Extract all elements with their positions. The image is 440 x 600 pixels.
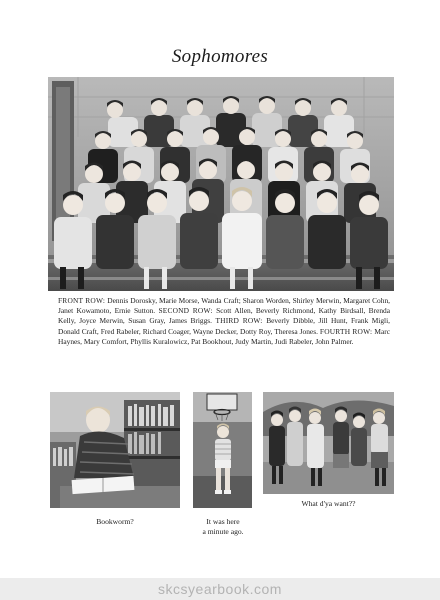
caption-second-row-label: SECOND ROW: (158, 306, 217, 316)
candid-caption-gym-line1: It was here (206, 517, 240, 526)
group-photo (48, 77, 394, 291)
page-title: Sophomores (171, 46, 269, 67)
candid-photo-gym (193, 392, 252, 508)
candid-photo-library-image (50, 392, 180, 508)
candid-photo-library (50, 392, 180, 508)
caption-third-row-names: Beverly Dibble, Jill Hunt, Frank Migli, Donald Craft, Fred Rabeler, Richard Coager, Wayne Decker, Dotty Roy, Theresa Jones. (58, 316, 391, 336)
candid-caption-outdoors: What d'ya want?? (301, 499, 356, 508)
caption-third-row-label: THIRD ROW: (215, 316, 267, 326)
group-photo-image (48, 77, 394, 291)
candid-photo-outdoors-image (263, 392, 394, 494)
caption-fourth-row-label: FOURTH ROW: (319, 326, 375, 336)
candid-photo-gym-image (193, 392, 252, 508)
candid-photo-outdoors (263, 392, 394, 494)
caption-fourth-row-names: Marc Haynes, Mary Comfort, Phyllis Kuralowicz, Pat Bookhout, Judy Martin, Judi Rabeler, John Palmer. (58, 326, 390, 346)
candid-caption-gym-line2: a minute ago. (202, 527, 244, 536)
caption-front-row-label: FRONT ROW: (58, 296, 108, 305)
candid-caption-library: Bookworm? (96, 517, 134, 526)
candid-caption-gym (188, 517, 258, 537)
caption-front-row-names: Dennis Dorosky, Marie Morse, Wanda Craft; Sharon Worden, Shirley Merwin, Margaret Cohn, Janet Kowamoto, Ernie Sutton. (58, 296, 390, 316)
caption-second-row-names: Scott Allen, Beverly Richmond, Kathy Birdsall, Brenda Kelly, Joyce Merwin, Susan Gray, James Briggs. (58, 306, 391, 326)
group-photo-caption (58, 296, 390, 347)
site-watermark: skcsyearbook.com (0, 578, 440, 600)
